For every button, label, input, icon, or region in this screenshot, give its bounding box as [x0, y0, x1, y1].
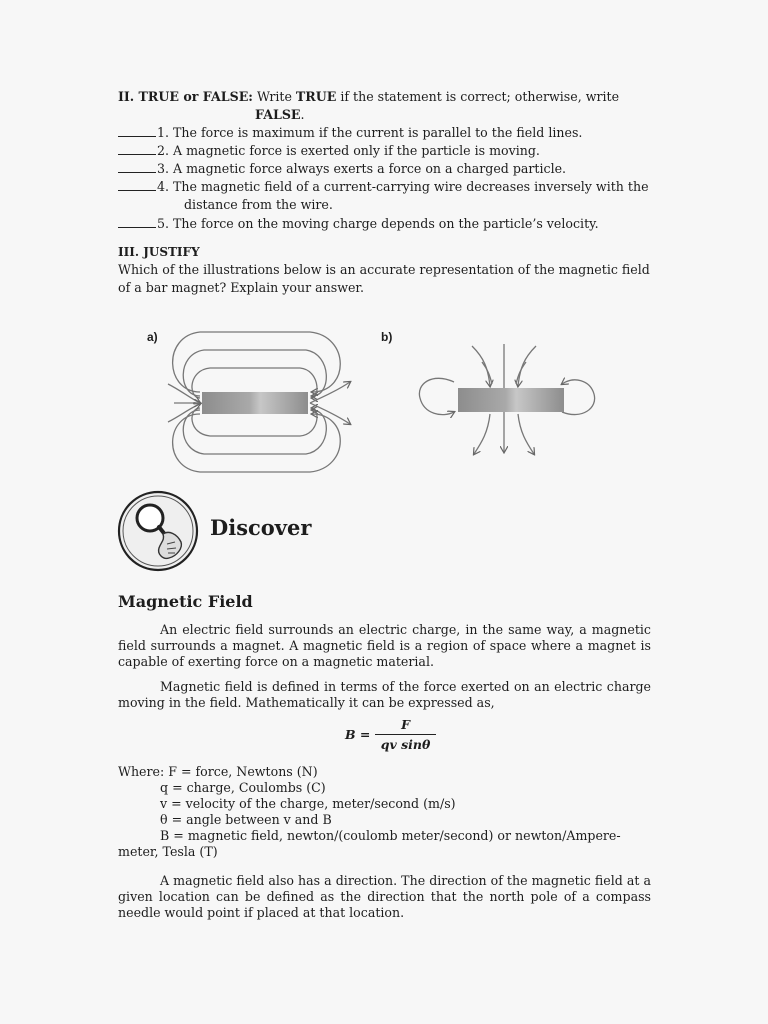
- equation-numerator: F: [401, 717, 410, 732]
- section2-heading: II. TRUE or FALSE: Write TRUE if the statement is correct; otherwise, write: [118, 89, 620, 104]
- definition-theta: θ = angle between v and B: [160, 812, 332, 827]
- answer-blank[interactable]: [118, 125, 156, 137]
- magnetic-field-title: Magnetic Field: [118, 592, 253, 611]
- bar-magnet: [202, 392, 308, 414]
- section2-heading-cont: FALSE.: [255, 107, 305, 122]
- definition-v: v = velocity of the charge, meter/second (m/s): [160, 796, 456, 811]
- equation-lhs: B =: [345, 727, 371, 742]
- definition-q: q = charge, Coulombs (C): [160, 780, 326, 795]
- where-line: Where: F = force, Newtons (N): [118, 764, 318, 779]
- magnetic-field-para2: Magnetic field is defined in terms of the force exerted on an electric charge moving in the field. Mathematically it can be expressed as,: [118, 679, 651, 710]
- section3-question-line1: Which of the illustrations below is an accurate representation of the magnetic field: [118, 262, 650, 277]
- tf-item-4: 4. The magnetic field of a current-carrying wire decreases inversely with the: [118, 178, 649, 196]
- tf-item-2: 2. A magnetic force is exerted only if the particle is moving.: [118, 142, 540, 160]
- magnetic-field-equation: [345, 717, 436, 752]
- magnifying-glass-icon: [117, 490, 199, 572]
- definition-b-cont: meter, Tesla (T): [118, 844, 218, 859]
- illustration-a-bar-magnet-field: [160, 318, 360, 478]
- equation-fraction: [375, 717, 437, 752]
- tf-item-5: 5. The force on the moving charge depends on the particle’s velocity.: [118, 215, 599, 233]
- illustration-b-label: b): [381, 330, 393, 344]
- tf-item-3: 3. A magnetic force always exerts a force on a charged particle.: [118, 160, 566, 178]
- section3-question-line2: of a bar magnet? Explain your answer.: [118, 280, 365, 295]
- discover-title: Discover: [210, 515, 312, 540]
- definition-b: B = magnetic field, newton/(coulomb meter/second) or newton/Ampere-: [160, 828, 621, 843]
- magnetic-field-para3: A magnetic field also has a direction. The direction of the magnetic field at a given location can be defined as the direction that the north pole of a compass needle would point if placed at that location.: [118, 873, 651, 920]
- illustration-a-label: a): [147, 330, 158, 344]
- answer-blank[interactable]: [118, 179, 156, 191]
- tf-item-1: 1. The force is maximum if the current is parallel to the field lines.: [118, 124, 582, 142]
- tf-item-4-cont: distance from the wire.: [184, 197, 333, 212]
- answer-blank[interactable]: [118, 216, 156, 228]
- illustration-b-bar-magnet-field: [412, 336, 602, 466]
- equation-denominator: qv sinθ: [375, 734, 437, 752]
- answer-blank[interactable]: [118, 143, 156, 155]
- answer-blank[interactable]: [118, 161, 156, 173]
- section2-heading-label: II. TRUE or FALSE:: [118, 89, 253, 104]
- magnetic-field-para1: An electric field surrounds an electric charge, in the same way, a magnetic field surrounds a magnet. A magnetic field is a region of space where a magnet is capable of exerting force on a magnetic material.: [118, 622, 651, 669]
- section3-heading: III. JUSTIFY: [118, 245, 200, 259]
- bar-magnet: [458, 388, 564, 412]
